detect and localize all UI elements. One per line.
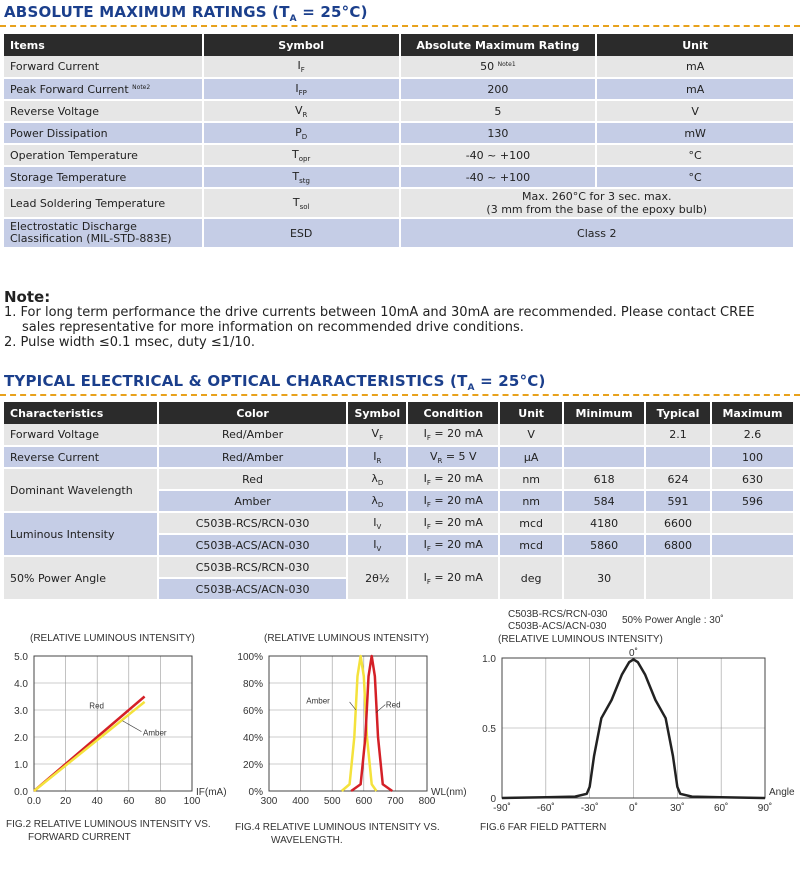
y-tick-label: 0% — [248, 787, 263, 798]
item-label: Lead Soldering Temperature — [4, 188, 203, 218]
chart1-svg — [0, 645, 230, 810]
color-cell: Red — [158, 468, 348, 490]
symbol: $P_D$ — [203, 122, 400, 144]
table-row — [4, 78, 794, 100]
notes-block — [4, 290, 755, 350]
min — [563, 424, 645, 446]
y-tick-label: 1.0 — [14, 760, 28, 771]
symbol: $T_{opr}$ — [203, 144, 400, 166]
chart2-title: (RELATIVE LUMINOUS INTENSITY) — [264, 633, 429, 644]
condition: $V_R = 5$ V — [407, 446, 499, 468]
top-tick-label: 0˚ — [629, 648, 638, 659]
legend-leader-amber — [122, 721, 141, 732]
y-tick-label: 0.0 — [14, 787, 28, 798]
table-row — [4, 556, 794, 578]
symbol: $T_{sol}$ — [203, 188, 400, 218]
x-tick-label: 40 — [91, 796, 103, 807]
typ: 6600 — [645, 512, 711, 534]
max — [711, 556, 794, 600]
y-tick-label: 60% — [242, 706, 263, 717]
x-tick-label: 100 — [183, 796, 201, 807]
chart1-title: (RELATIVE LUMINOUS INTENSITY) — [30, 633, 195, 644]
y-tick-label: 2.0 — [14, 733, 28, 744]
condition: $I_F = 20$ mA — [407, 424, 499, 446]
color-cell: Amber — [158, 490, 348, 512]
unit: nm — [499, 468, 563, 490]
symbol: $V_F$ — [347, 424, 407, 446]
col-symbol: Symbol — [347, 402, 407, 424]
char-label: Luminous Intensity — [4, 512, 158, 556]
table-row — [4, 100, 794, 122]
condition: $I_F = 20$ mA — [407, 490, 499, 512]
max — [711, 512, 794, 534]
item-label: Reverse Voltage — [4, 100, 203, 122]
amr-header-row — [4, 34, 794, 56]
chart3-note: 50% Power Angle : 30˚ — [622, 615, 724, 626]
amr-title: ABSOLUTE MAXIMUM RATINGS $(T_A = 25^\circ C)$ — [4, 3, 368, 24]
unit: mcd — [499, 534, 563, 556]
chart3-model2: C503B-ACS/ACN-030 — [508, 621, 607, 632]
max: 100 — [711, 446, 794, 468]
symbol: $I_V$ — [347, 534, 407, 556]
col-unit: Unit — [499, 402, 563, 424]
typ: 2.1 — [645, 424, 711, 446]
condition: $I_F = 20$ mA — [407, 534, 499, 556]
rating: -40 ~ +100 — [400, 166, 597, 188]
x-tick-label: 500 — [323, 796, 341, 807]
x-tick-label: -60˚ — [536, 803, 555, 814]
x-tick-label: 800 — [418, 796, 436, 807]
min: 30 — [563, 556, 645, 600]
col-maximum: Maximum — [711, 402, 794, 424]
char-label: Dominant Wavelength — [4, 468, 158, 512]
section-divider — [0, 25, 800, 27]
item-label: Peak Forward Current $^{Note2}$ — [4, 78, 203, 100]
eoc-title: TYPICAL ELECTRICAL & OPTICAL CHARACTERISTICS $(T_A = 25^\circ C)$ — [4, 372, 546, 393]
typ — [645, 556, 711, 600]
min: 5860 — [563, 534, 645, 556]
unit: °C — [596, 144, 794, 166]
series-line-amber — [342, 656, 377, 791]
col-color: Color — [158, 402, 348, 424]
unit: mW — [596, 122, 794, 144]
x-tick-label: 20 — [60, 796, 72, 807]
y-tick-label: 1.0 — [482, 654, 496, 665]
symbol: $\lambda_D$ — [347, 490, 407, 512]
col-characteristics: Characteristics — [4, 402, 158, 424]
max: 630 — [711, 468, 794, 490]
min: 618 — [563, 468, 645, 490]
rating: 130 — [400, 122, 597, 144]
condition: $I_F = 20$ mA — [407, 556, 499, 600]
x-tick-label: 0˚ — [629, 803, 638, 814]
chart3-svg — [475, 645, 800, 815]
symbol: $V_R$ — [203, 100, 400, 122]
rating: 200 — [400, 78, 597, 100]
x-tick-label: 700 — [387, 796, 404, 807]
unit: V — [499, 424, 563, 446]
unit: mcd — [499, 512, 563, 534]
color-cell: C503B-RCS/RCN-030 — [158, 556, 348, 578]
rating: Class 2 — [400, 218, 794, 248]
table-row — [4, 218, 794, 248]
symbol: ESD — [203, 218, 400, 248]
x-tick-label: 60˚ — [713, 803, 729, 814]
unit: deg — [499, 556, 563, 600]
char-label: Forward Voltage — [4, 424, 158, 446]
color-cell: C503B-ACS/ACN-030 — [158, 534, 348, 556]
color-cell: C503B-ACS/ACN-030 — [158, 578, 348, 600]
notes-title: Note: — [4, 288, 51, 306]
table-row — [4, 512, 794, 534]
col-items: Items — [4, 34, 203, 56]
col-unit: Unit — [596, 34, 794, 56]
table-row — [4, 188, 794, 218]
eoc-header-row — [4, 402, 794, 424]
rating: 50 $^{Note1}$ — [400, 56, 597, 78]
item-label: Electrostatic Discharge Classification (MIL-STD-883E) — [4, 218, 203, 248]
x-axis-label: Angle — [769, 787, 795, 798]
legend-label-amber: Amber — [143, 728, 167, 738]
unit: °C — [596, 166, 794, 188]
legend-label-amber: Amber — [306, 696, 330, 706]
table-row — [4, 122, 794, 144]
legend-leader-red — [107, 706, 110, 715]
table-row — [4, 144, 794, 166]
max: 2.6 — [711, 424, 794, 446]
col-symbol: Symbol — [203, 34, 400, 56]
typ: 591 — [645, 490, 711, 512]
y-tick-label: 100% — [237, 652, 263, 663]
symbol: 2θ½ — [347, 556, 407, 600]
condition: $I_F = 20$ mA — [407, 512, 499, 534]
symbol: $T_{stg}$ — [203, 166, 400, 188]
section-divider — [0, 394, 800, 396]
rating: -40 ~ +100 — [400, 144, 597, 166]
note-1: 1. For long term performance the drive currents between 10mA and 30mA are recommended. Please contact CREE — [4, 305, 755, 320]
y-tick-label: 4.0 — [14, 679, 28, 690]
y-tick-label: 20% — [242, 760, 263, 771]
rating: Max. 260°C for 3 sec. max. (3 mm from the base of the epoxy bulb) — [400, 188, 794, 218]
y-tick-label: 3.0 — [14, 706, 28, 717]
y-tick-label: 40% — [242, 733, 263, 744]
x-tick-label: 0.0 — [27, 796, 41, 807]
x-axis-label: IF(mA) — [196, 787, 227, 798]
min: 4180 — [563, 512, 645, 534]
symbol: $I_F$ — [203, 56, 400, 78]
chart1-caption: FIG.2 RELATIVE LUMINOUS INTENSITY VS. FORWARD CURRENT — [6, 819, 211, 843]
unit: μA — [499, 446, 563, 468]
item-label: Forward Current — [4, 56, 203, 78]
symbol: $I_V$ — [347, 512, 407, 534]
x-tick-label: 90˚ — [757, 803, 773, 814]
char-label: Reverse Current — [4, 446, 158, 468]
x-tick-label: 80 — [154, 796, 166, 807]
table-row — [4, 446, 794, 468]
x-tick-label: -30˚ — [580, 803, 599, 814]
legend-label-red: Red — [385, 700, 401, 710]
chart3-model1: C503B-RCS/RCN-030 — [508, 609, 608, 620]
y-tick-label: 0.5 — [482, 724, 496, 735]
condition: $I_F = 20$ mA — [407, 468, 499, 490]
chart3-caption: FIG.6 FAR FIELD PATTERN — [480, 822, 607, 833]
x-tick-label: 30˚ — [670, 803, 685, 814]
min — [563, 446, 645, 468]
x-tick-label: -90˚ — [493, 803, 511, 814]
y-tick-label: 0 — [490, 794, 496, 805]
col-typical: Typical — [645, 402, 711, 424]
plot-frame — [269, 656, 427, 791]
color-cell: Red/Amber — [158, 446, 348, 468]
symbol: $I_{FP}$ — [203, 78, 400, 100]
chart3-title: (RELATIVE LUMINOUS INTENSITY) — [498, 634, 663, 645]
color-cell: C503B-RCS/RCN-030 — [158, 512, 348, 534]
y-tick-label: 80% — [242, 679, 263, 690]
col-minimum: Minimum — [563, 402, 645, 424]
x-tick-label: 300 — [260, 796, 278, 807]
series-line-amber — [34, 702, 145, 791]
typ — [645, 446, 711, 468]
unit: mA — [596, 78, 794, 100]
x-tick-label: 600 — [355, 796, 373, 807]
table-row — [4, 166, 794, 188]
symbol: $\lambda_D$ — [347, 468, 407, 490]
symbol: $I_R$ — [347, 446, 407, 468]
typ: 624 — [645, 468, 711, 490]
note-2: 2. Pulse width ≤0.1 msec, duty ≤1/10. — [4, 335, 256, 350]
typ: 6800 — [645, 534, 711, 556]
item-label: Operation Temperature — [4, 144, 203, 166]
item-label: Storage Temperature — [4, 166, 203, 188]
item-label: Power Dissipation — [4, 122, 203, 144]
y-tick-label: 5.0 — [14, 652, 28, 663]
unit: mA — [596, 56, 794, 78]
x-tick-label: 60 — [123, 796, 135, 807]
max — [711, 534, 794, 556]
unit: V — [596, 100, 794, 122]
char-label: 50% Power Angle — [4, 556, 158, 600]
eoc-table — [4, 402, 795, 601]
x-tick-label: 400 — [292, 796, 309, 807]
table-row — [4, 424, 794, 446]
rating: 5 — [400, 100, 597, 122]
col-rating: Absolute Maximum Rating — [400, 34, 597, 56]
chart2-svg — [235, 645, 475, 810]
x-axis-label: WL(nm) — [431, 787, 467, 798]
note-1-cont: sales representative for more information on recommended drive conditions. — [22, 320, 524, 335]
col-condition: Condition — [407, 402, 499, 424]
chart2-caption: FIG.4 RELATIVE LUMINOUS INTENSITY VS. WAVELENGTH. — [235, 822, 440, 846]
unit: nm — [499, 490, 563, 512]
table-row — [4, 56, 794, 78]
amr-table — [4, 34, 795, 249]
max: 596 — [711, 490, 794, 512]
color-cell: Red/Amber — [158, 424, 348, 446]
legend-label-red: Red — [89, 701, 104, 711]
table-row — [4, 468, 794, 490]
min: 584 — [563, 490, 645, 512]
